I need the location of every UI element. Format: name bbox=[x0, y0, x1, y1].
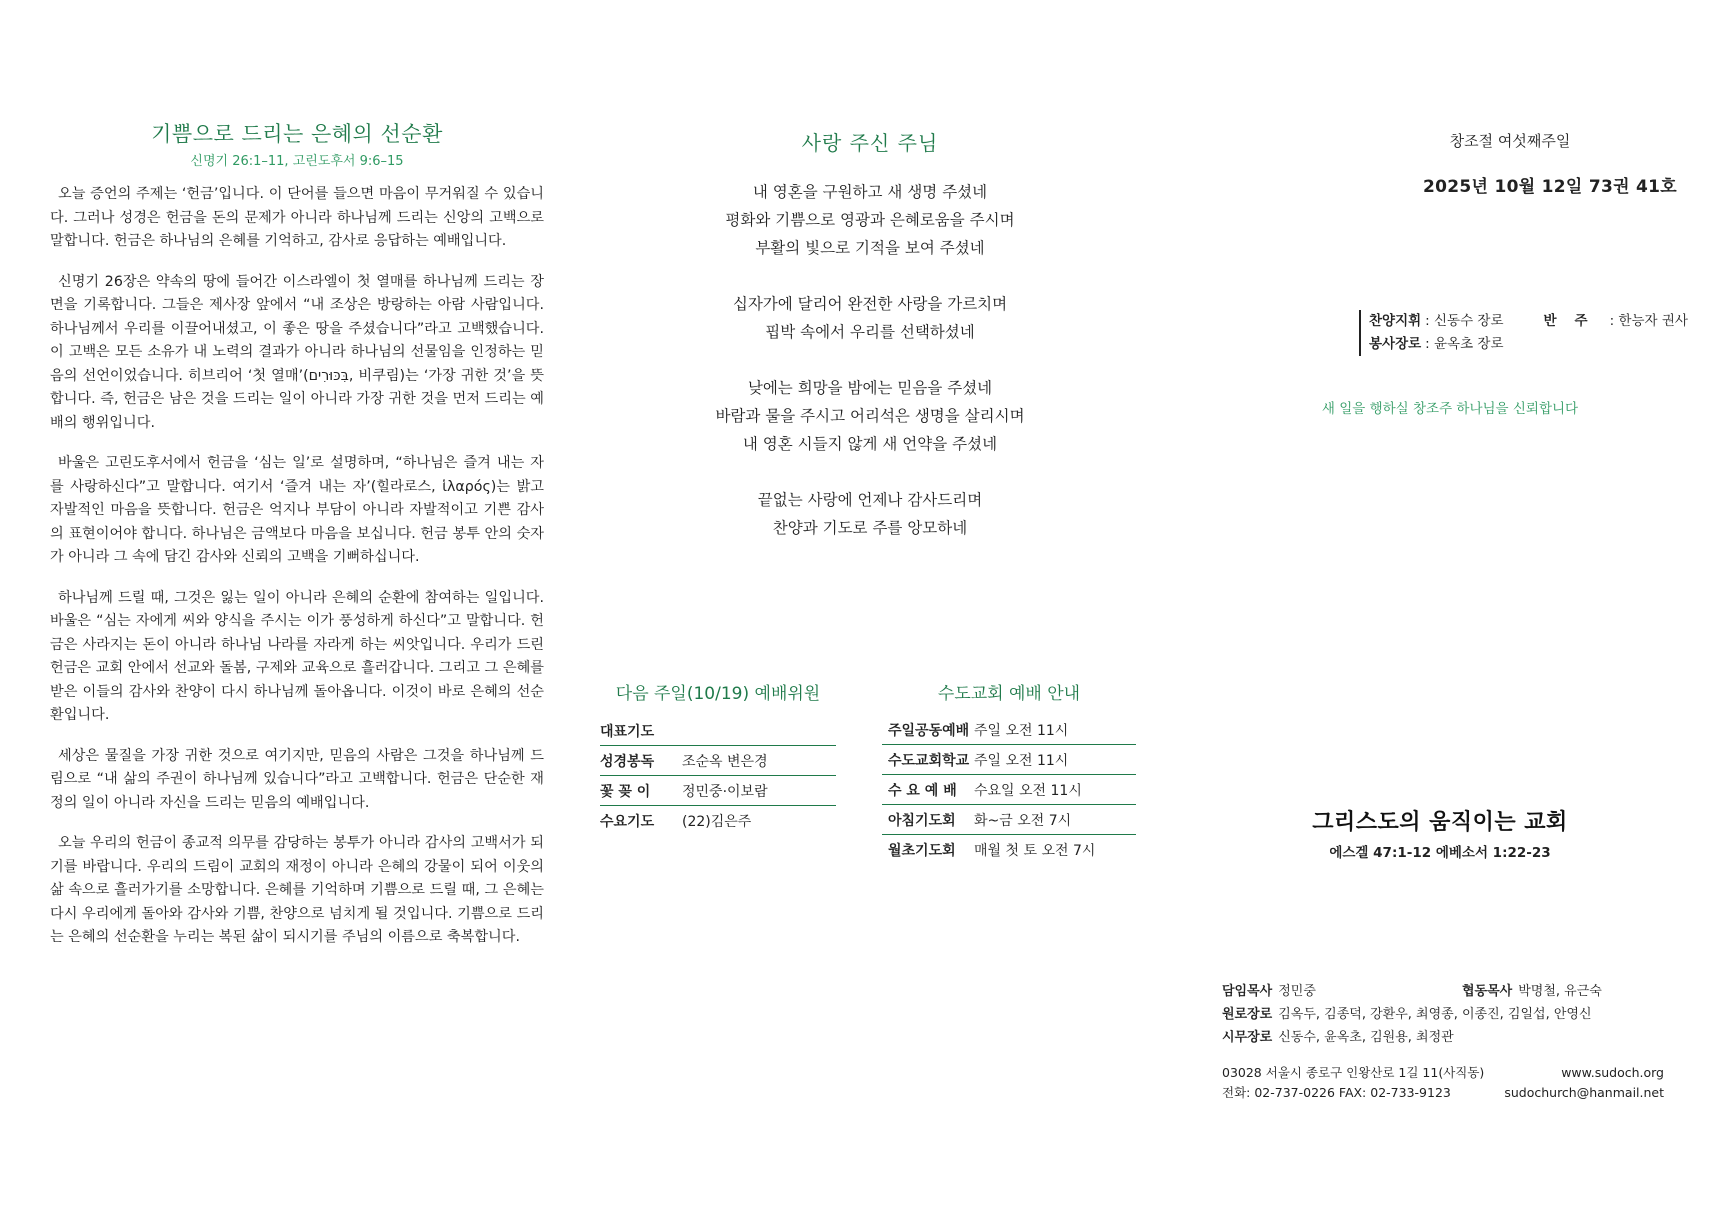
church-name: 그리스도의 움직이는 교회 bbox=[1312, 810, 1568, 835]
senior-pastor-value: 정민중 bbox=[1278, 984, 1316, 999]
elder-emeritus-value: 김옥두, 김종덕, 강환우, 최영종, 이종진, 김일섭, 안영신 bbox=[1278, 1007, 1592, 1022]
committee-row bbox=[600, 716, 836, 746]
schedule-service: 아침기도회 bbox=[888, 812, 956, 829]
liturgical-season: 창조절 여섯째주일 bbox=[1449, 132, 1571, 150]
hymn-stanza bbox=[590, 374, 1150, 458]
hymn-stanza bbox=[590, 290, 1150, 346]
schedule-title: 수도교회 예배 안내 bbox=[937, 684, 1081, 704]
elder-emeritus-label: 원로장로 bbox=[1222, 1007, 1273, 1022]
committee-member: 정민중·이보람 bbox=[682, 783, 768, 800]
committee-row bbox=[600, 776, 836, 806]
schedule-time: 주일 오전 11시 bbox=[974, 752, 1069, 769]
sermon-section bbox=[50, 118, 544, 967]
staff-line bbox=[1222, 1003, 1642, 1026]
hymn-lyrics bbox=[590, 178, 1150, 570]
contact-line bbox=[1222, 1063, 1664, 1083]
schedule-row bbox=[882, 775, 1136, 805]
email-link[interactable]: sudochurch@hanmail.net bbox=[1504, 1085, 1664, 1100]
schedule-row bbox=[882, 745, 1136, 775]
accompanist-label: 반주 bbox=[1543, 313, 1606, 329]
hymn-line: 바람과 물을 주시고 어리석은 생명을 살리시며 bbox=[715, 407, 1025, 425]
elder-label: 시무장로 bbox=[1222, 1030, 1273, 1045]
schedule-row bbox=[882, 835, 1136, 865]
staff-line bbox=[1222, 980, 1642, 1003]
choir-value: : 신동수 장로 bbox=[1425, 313, 1504, 329]
committee-role: 꽃 꽂 이 bbox=[600, 783, 651, 800]
schedule-time: 화~금 오전 7시 bbox=[974, 812, 1072, 829]
committee-row bbox=[600, 806, 836, 836]
phone-fax: 전화: 02-737-0226 FAX: 02-733-9123 bbox=[1222, 1085, 1451, 1100]
schedule-time: 매월 첫 토 오전 7시 bbox=[974, 843, 1096, 859]
associate-pastor-label: 협동목사 bbox=[1462, 984, 1513, 999]
service-elder-value: : 윤옥초 장로 bbox=[1425, 336, 1504, 352]
associate-pastor-value: 박명철, 유근숙 bbox=[1518, 984, 1602, 999]
schedule-service: 주일공동예배 bbox=[888, 722, 970, 739]
sermon-paragraph: 신명기 26장은 약속의 땅에 들어간 이스라엘이 첫 열매를 하나님께 드리는 장면을 기록합니다. 그들은 제사장 앞에서 “내 조상은 방랑하는 아람 사람입니다. 하나님께서 우리를 이끌어내셨고, 이 좋은 땅을 주셨습니다”라고 고백했습니다. 이 고백은 모든 소유가 내 노력의 결과가 아니라 하나님의 선물임을 인정하는 믿음의 선언이었습니다. 히브리어 ‘첫 열매’(בִּכּוּרִים, 비쿠림)는 ‘가장 귀한 것’을 뜻합니다. 즉, 헌금은 남은 것을 드리는 일이 아니라 가장 귀한 것을 먼저 드리는 예배의 행위입니다. bbox=[50, 273, 544, 431]
hymn-title: 사랑 주신 주님 bbox=[801, 131, 939, 155]
schedule-service: 수도교회학교 bbox=[888, 752, 970, 769]
committee-member: 조순옥 변은경 bbox=[682, 753, 768, 770]
accompanist-value: : 한능자 권사 bbox=[1609, 313, 1688, 329]
sermon-paragraph: 세상은 물질을 가장 귀한 것으로 여기지만, 믿음의 사람은 그것을 하나님께 드림으로 “내 삶의 주권이 하나님께 있습니다”라고 고백합니다. 헌금은 단순한 재정의 일이 아니라 자신을 드리는 믿음의 예배입니다. bbox=[50, 747, 544, 811]
church-motto: 새 일을 행하실 창조주 하나님을 신뢰합니다 bbox=[1321, 401, 1579, 417]
church-reference: 에스겔 47:1-12 에베소서 1:22-23 bbox=[1329, 845, 1551, 861]
sermon-title: 기쁨으로 드리는 은혜의 선순환 bbox=[151, 122, 443, 146]
senior-pastor-label: 담임목사 bbox=[1222, 984, 1273, 999]
next-week-committee bbox=[600, 679, 836, 836]
hymn-line: 내 영혼을 구원하고 새 생명 주셨네 bbox=[752, 183, 988, 201]
sermon-paragraph: 바울은 고린도후서에서 헌금을 ‘심는 일’로 설명하며, “하나님은 즐겨 내는 자를 사랑하신다”고 말합니다. 여기서 ‘즐겨 내는 자’(힐라로스, ἱλαρός)는 밝고 자발적인 마음을 뜻합니다. 헌금은 억지나 부담이 아니라 자발적이고 기쁜 감사의 표현이어야 합니다. 하나님은 금액보다 마음을 보십니다. 헌금 봉투 안의 숫자가 아니라 그 속에 담긴 감사와 신뢰의 고백을 기뻐하십니다. bbox=[50, 455, 544, 565]
worship-leaders bbox=[1359, 310, 1688, 356]
schedule-row bbox=[882, 715, 1136, 745]
hymn-line: 찬양과 기도로 주를 앙모하네 bbox=[772, 519, 968, 537]
schedule-row bbox=[882, 805, 1136, 835]
hymn-line: 부활의 빛으로 기적을 보여 주셨네 bbox=[755, 239, 985, 257]
leader-line bbox=[1369, 310, 1688, 333]
elder-value: 신동수, 윤옥초, 김원용, 최정관 bbox=[1278, 1030, 1454, 1045]
committee-member: (22)김은주 bbox=[682, 814, 752, 830]
choir-label: 찬양지휘 bbox=[1369, 313, 1422, 329]
website-link[interactable]: www.sudoch.org bbox=[1561, 1065, 1664, 1080]
hymn-stanza bbox=[590, 486, 1150, 542]
leader-line bbox=[1369, 333, 1688, 356]
next-week-title: 다음 주일(10/19) 예배위원 bbox=[615, 684, 821, 704]
hymn-line: 십자가에 달리어 완전한 사랑을 가르치며 bbox=[732, 295, 1008, 313]
issue-date: 2025년 10월 12일 73권 41호 bbox=[1422, 177, 1678, 197]
sermon-paragraph: 하나님께 드릴 때, 그것은 잃는 일이 아니라 은혜의 순환에 참여하는 일입니다. 바울은 “심는 자에게 씨와 양식을 주시는 이가 풍성하게 하신다”고 말합니다. 헌금은 사라지는 돈이 아니라 하나님 나라를 자라게 하는 씨앗입니다. 우리가 드린 헌금은 교회 안에서 선교와 돌봄, 구제와 교육으로 흘러갑니다. 그리고 그 은혜를 받은 이들의 감사와 찬양이 다시 하나님께 돌아옵니다. 이것이 바로 은혜의 선순환입니다. bbox=[50, 589, 544, 723]
contact-line bbox=[1222, 1083, 1664, 1103]
sermon-paragraph: 오늘 우리의 헌금이 종교적 의무를 감당하는 봉투가 아니라 감사의 고백서가 되기를 바랍니다. 우리의 드림이 교회의 재정이 아니라 은혜의 강물이 되어 이웃의 삶 속으로 흘러가기를 소망합니다. 은혜를 기억하며 기쁨으로 드릴 때, 그 은혜는 다시 우리에게 돌아와 감사와 기쁨, 찬양으로 넘치게 될 것입니다. 기쁨으로 드리는 은혜의 선순환을 누리는 복된 삶이 되시기를 주님의 이름으로 축복합니다. bbox=[50, 835, 544, 945]
schedule-time: 수요일 오전 11시 bbox=[974, 782, 1082, 799]
hymn-line: 낮에는 희망을 밤에는 믿음을 주셨네 bbox=[747, 379, 993, 397]
contact-info bbox=[1222, 1063, 1664, 1103]
schedule-service: 수 요 예 배 bbox=[888, 782, 957, 799]
sermon-reference: 신명기 26:1–11, 고린도후서 9:6–15 bbox=[190, 154, 404, 169]
service-elder-label: 봉사장로 bbox=[1369, 336, 1422, 352]
committee-role: 수요기도 bbox=[600, 814, 655, 830]
staff-line bbox=[1222, 1026, 1642, 1049]
hymn-line: 내 영혼 시들지 않게 새 언약을 주셨네 bbox=[742, 435, 998, 453]
address: 03028 서울시 종로구 인왕산로 1길 11(사직동) bbox=[1222, 1065, 1485, 1080]
hymn-line: 평화와 기쁨으로 영광과 은혜로움을 주시며 bbox=[725, 211, 1015, 229]
church-staff bbox=[1222, 980, 1642, 1049]
schedule-time: 주일 오전 11시 bbox=[974, 722, 1069, 739]
committee-row bbox=[600, 746, 836, 776]
worship-schedule bbox=[882, 679, 1136, 865]
committee-role: 대표기도 bbox=[600, 723, 655, 740]
hymn-line: 끝없는 사랑에 언제나 감사드리며 bbox=[757, 491, 983, 509]
hymn-line: 핍박 속에서 우리를 선택하셨네 bbox=[765, 323, 975, 341]
sermon-paragraph: 오늘 증언의 주제는 ‘헌금’입니다. 이 단어를 들으면 마음이 무거워질 수 있습니다. 그러나 성경은 헌금을 돈의 문제가 아니라 하나님께 드리는 신앙의 고백으로 말합니다. 헌금은 하나님의 은혜를 기억하고, 감사로 응답하는 예배입니다. bbox=[50, 186, 544, 249]
schedule-service: 월초기도회 bbox=[888, 843, 956, 859]
hymn-stanza bbox=[590, 178, 1150, 262]
committee-role: 성경봉독 bbox=[600, 753, 655, 770]
